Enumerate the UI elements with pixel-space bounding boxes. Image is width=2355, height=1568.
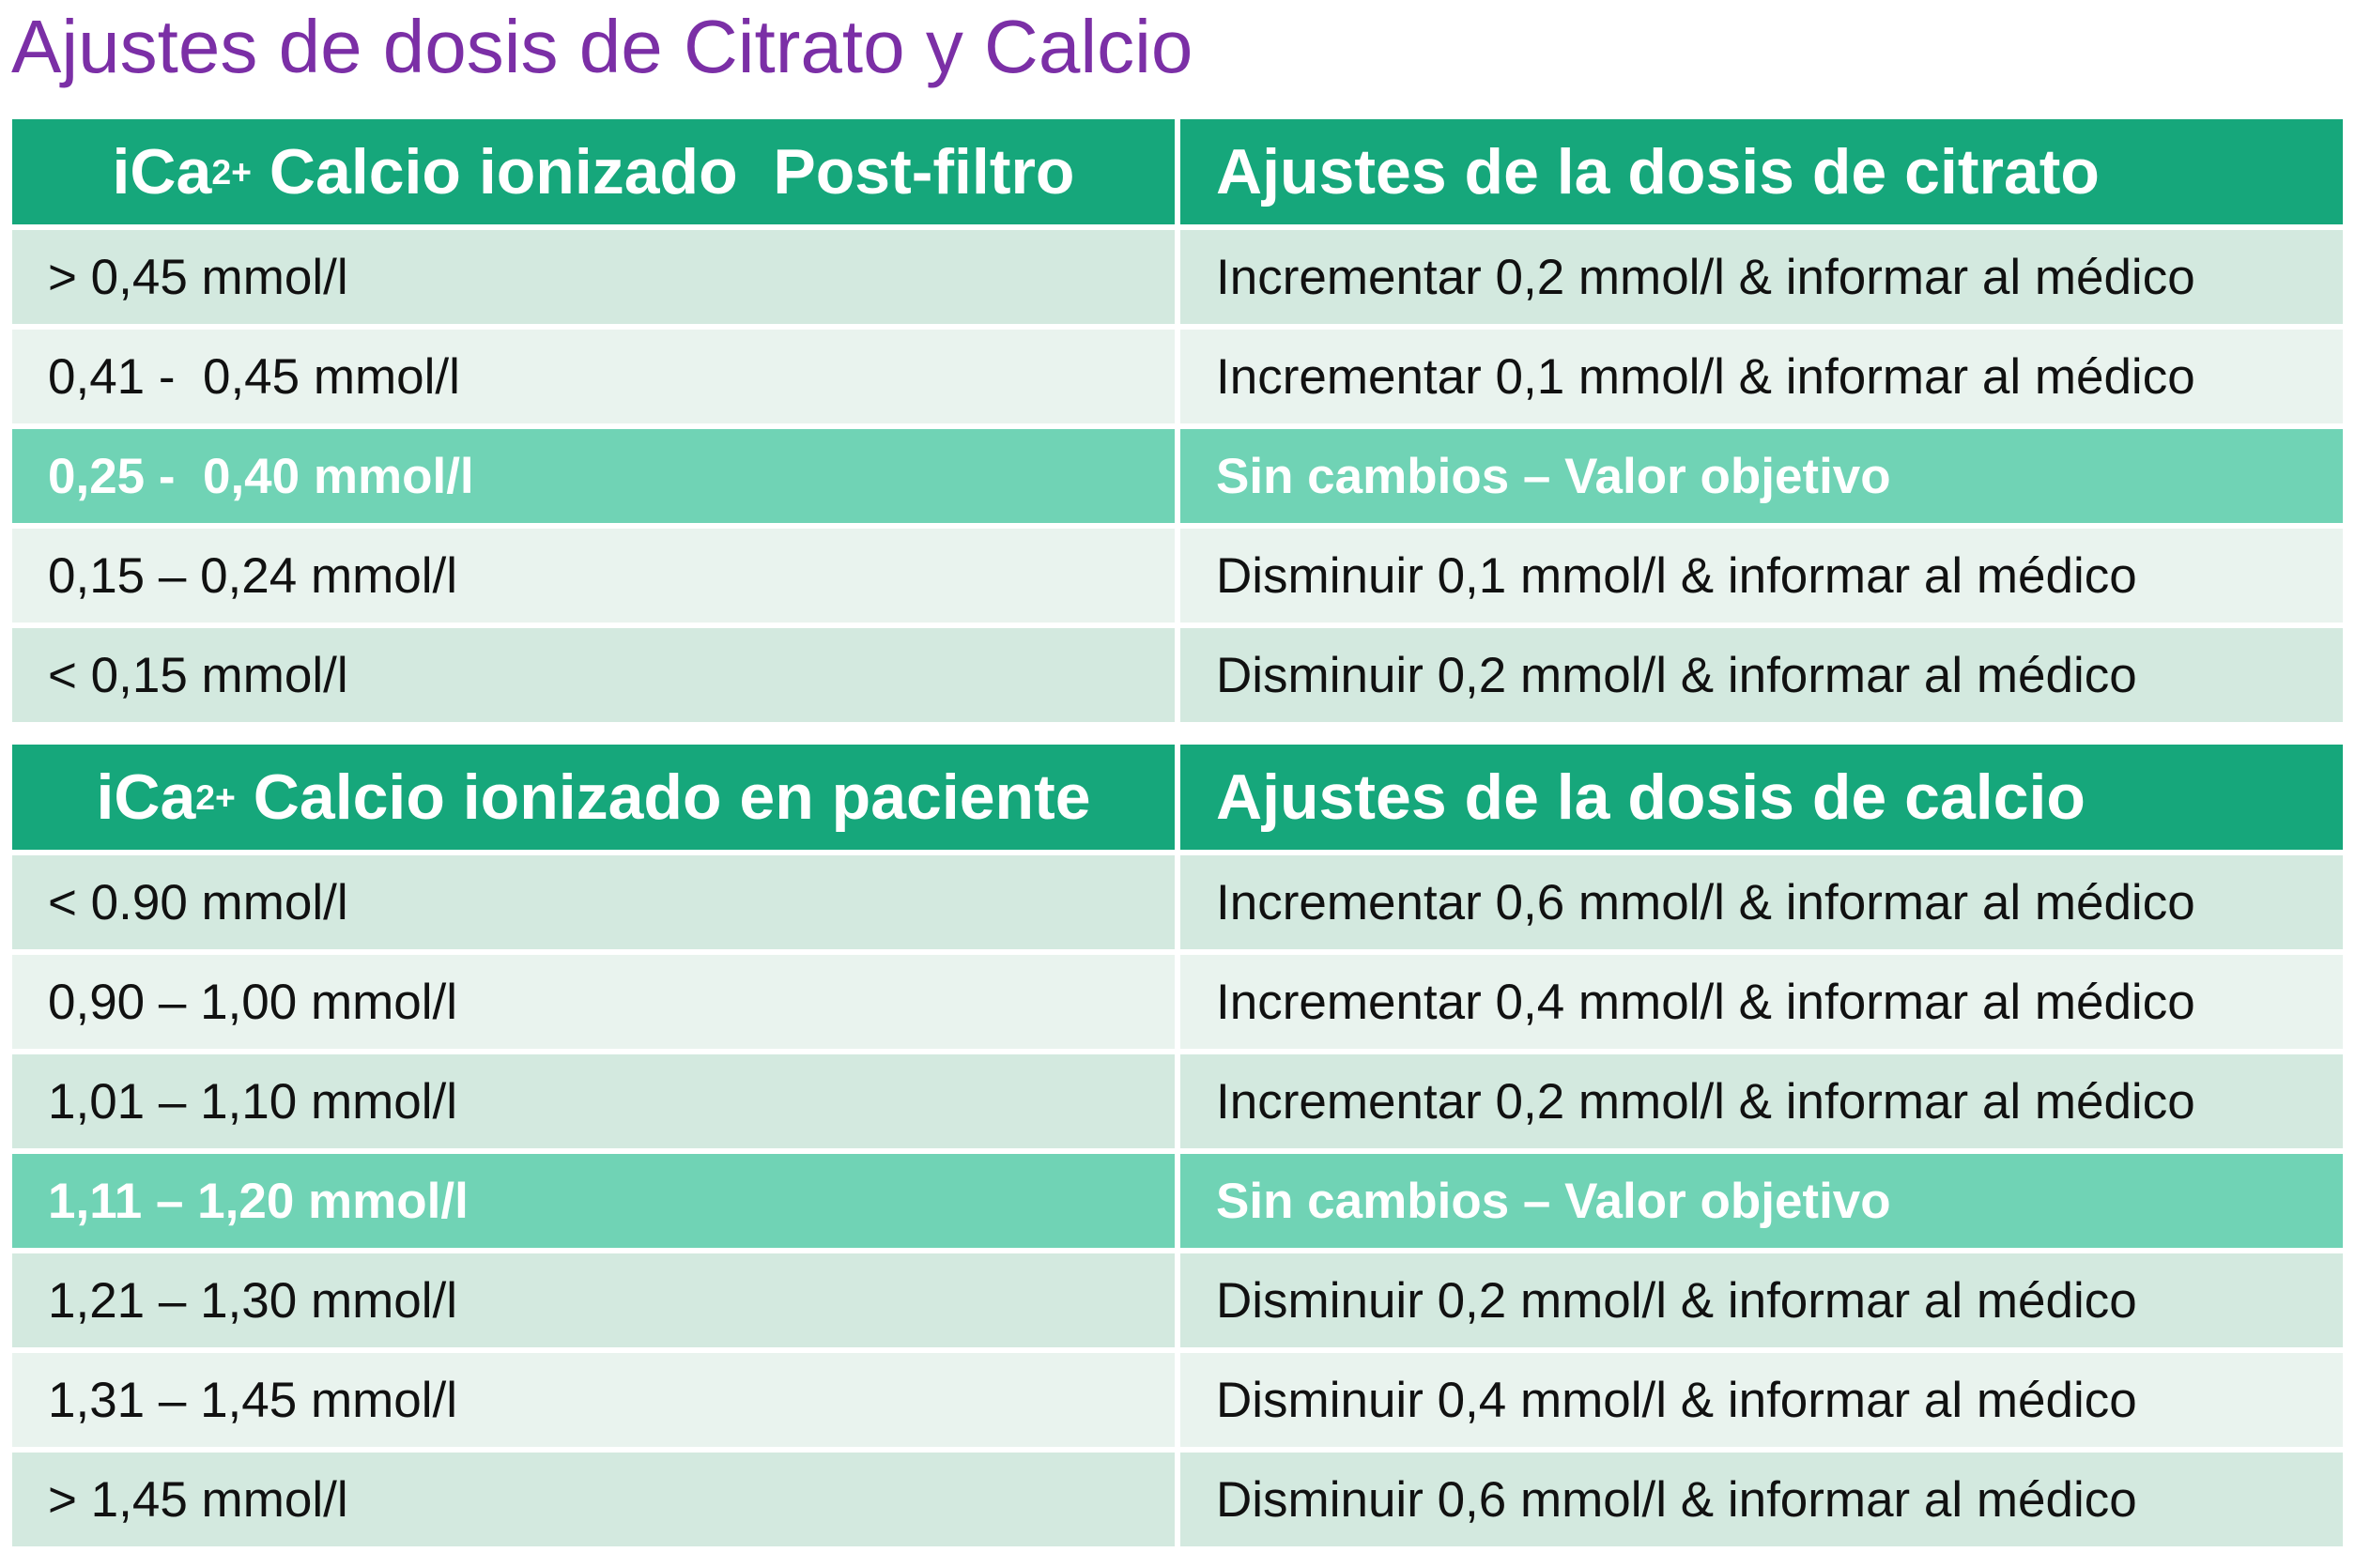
header-ica-post-filter: iCa 2+ Calcio ionizado Post-filtro [12, 119, 1175, 224]
header-calcium-dose-adjustment: Ajustes de la dosis de calcio [1180, 745, 2343, 850]
calcium-dose-table [12, 745, 2343, 1546]
table-row-action: Incrementar 0,6 mmol/l & informar al médico [1180, 855, 2343, 949]
table-row-action: Disminuir 0,4 mmol/l & informar al médico [1180, 1353, 2343, 1447]
citrate-dose-table [12, 119, 2343, 722]
header-citrate-dose-adjustment: Ajustes de la dosis de citrato [1180, 119, 2343, 224]
table-row-range: 1,01 – 1,10 mmol/l [12, 1054, 1175, 1148]
table-row-action: Incrementar 0,1 mmol/l & informar al médico [1180, 330, 2343, 423]
table-row-action: Disminuir 0,6 mmol/l & informar al médico [1180, 1453, 2343, 1546]
table-row-action: Incrementar 0,2 mmol/l & informar al médico [1180, 1054, 2343, 1148]
target-row-range: 1,11 – 1,20 mmol/l [12, 1154, 1175, 1248]
table-row-range: > 1,45 mmol/l [12, 1453, 1175, 1546]
table-row-action: Disminuir 0,2 mmol/l & informar al médico [1180, 628, 2343, 722]
table-row-range: 0,15 – 0,24 mmol/l [12, 529, 1175, 623]
table-row-range: < 0.90 mmol/l [12, 855, 1175, 949]
table-row-range: 1,31 – 1,45 mmol/l [12, 1353, 1175, 1447]
page-title: Ajustes de dosis de Citrato y Calcio [11, 5, 1193, 88]
table-row-action: Disminuir 0,1 mmol/l & informar al médico [1180, 529, 2343, 623]
table-row-action: Incrementar 0,4 mmol/l & informar al médico [1180, 955, 2343, 1049]
table-row-range: > 0,45 mmol/l [12, 230, 1175, 324]
table-row-range: 0,90 – 1,00 mmol/l [12, 955, 1175, 1049]
header-ica-patient: iCa 2+ Calcio ionizado en paciente [12, 745, 1175, 850]
target-row-range: 0,25 - 0,40 mmol/l [12, 429, 1175, 523]
table-row-range: 1,21 – 1,30 mmol/l [12, 1253, 1175, 1347]
table-row-action: Disminuir 0,2 mmol/l & informar al médico [1180, 1253, 2343, 1347]
table-row-range: < 0,15 mmol/l [12, 628, 1175, 722]
table-row-action: Incrementar 0,2 mmol/l & informar al médico [1180, 230, 2343, 324]
target-row-action: Sin cambios – Valor objetivo [1180, 429, 2343, 523]
target-row-action: Sin cambios – Valor objetivo [1180, 1154, 2343, 1248]
table-row-range: 0,41 - 0,45 mmol/l [12, 330, 1175, 423]
